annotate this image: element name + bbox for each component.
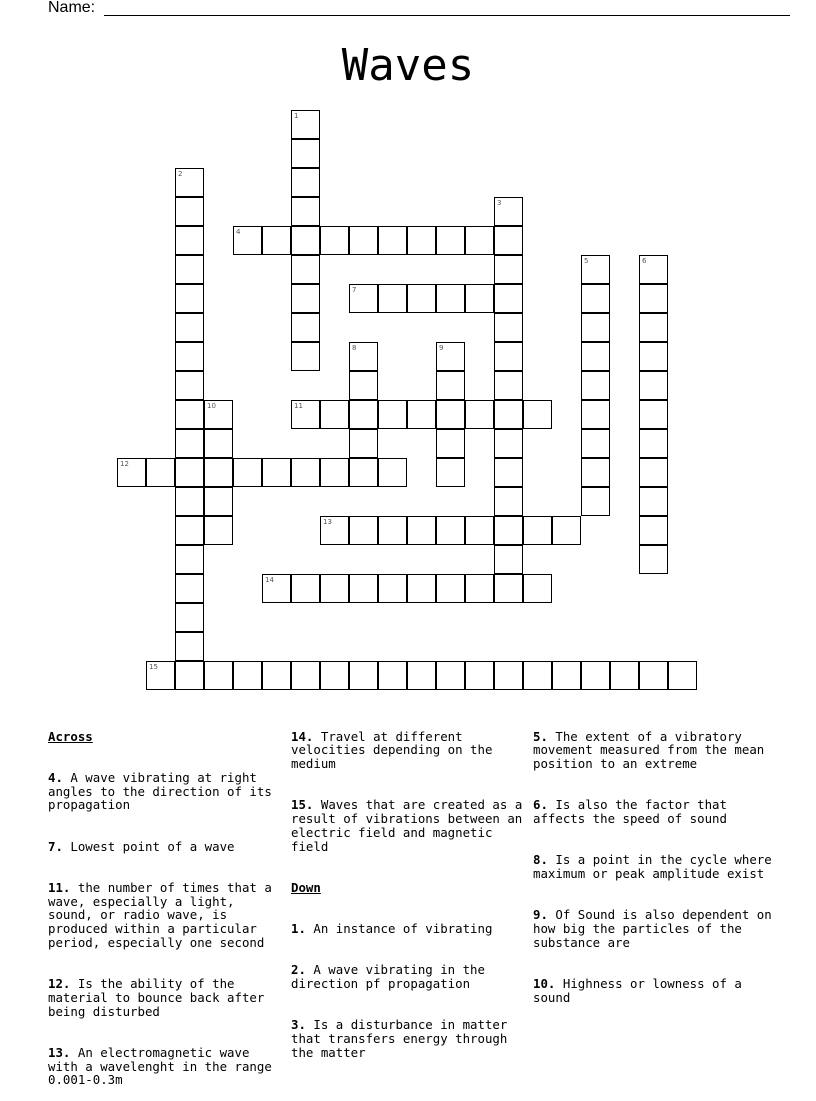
crossword-cell[interactable] bbox=[639, 371, 668, 400]
crossword-cell[interactable] bbox=[204, 487, 233, 516]
clue-across-14: 14. Travel at different velocities depending on the medium bbox=[291, 728, 500, 771]
clue-across-7: 7. Lowest point of a wave bbox=[48, 838, 235, 854]
clues-column-1 bbox=[48, 702, 283, 1101]
clue-down-10: 10. Highness or lowness of a sound bbox=[533, 976, 750, 1005]
clue-number: 11 bbox=[294, 402, 303, 410]
crossword-cell[interactable] bbox=[581, 487, 610, 516]
crossword-cell[interactable] bbox=[175, 284, 204, 313]
crossword-cell[interactable] bbox=[233, 226, 262, 255]
crossword-cell[interactable] bbox=[262, 458, 291, 487]
crossword-cell[interactable] bbox=[639, 255, 668, 284]
crossword-cell[interactable] bbox=[465, 574, 494, 603]
crossword-cell[interactable] bbox=[320, 516, 349, 545]
clue-down-3: 3. Is a disturbance in matter that transfers energy through the matter bbox=[291, 1017, 515, 1060]
crossword-cell[interactable] bbox=[581, 342, 610, 371]
crossword-cell[interactable] bbox=[436, 574, 465, 603]
crossword-cell[interactable] bbox=[552, 661, 581, 690]
crossword-cell[interactable] bbox=[465, 400, 494, 429]
crossword-cell[interactable] bbox=[291, 458, 320, 487]
crossword-cell[interactable] bbox=[175, 371, 204, 400]
crossword-cell[interactable] bbox=[436, 661, 465, 690]
crossword-cell[interactable] bbox=[465, 516, 494, 545]
crossword-cell[interactable] bbox=[436, 284, 465, 313]
crossword-cell[interactable] bbox=[581, 458, 610, 487]
crossword-cell[interactable] bbox=[291, 313, 320, 342]
crossword-cell[interactable] bbox=[639, 545, 668, 574]
crossword-cell[interactable] bbox=[175, 574, 204, 603]
crossword-cell[interactable] bbox=[407, 400, 436, 429]
clue-number: 4 bbox=[236, 228, 241, 236]
crossword-cell[interactable] bbox=[639, 661, 668, 690]
clue-down-6: 6. Is also the factor that affects the speed of sound bbox=[533, 797, 735, 826]
crossword-cell[interactable] bbox=[523, 516, 552, 545]
crossword-cell[interactable] bbox=[175, 342, 204, 371]
crossword-cell[interactable] bbox=[494, 255, 523, 284]
crossword-cell[interactable] bbox=[436, 458, 465, 487]
crossword-cell[interactable] bbox=[146, 661, 175, 690]
clue-number: 12 bbox=[120, 460, 129, 468]
clue-across-11: 11. the number of times that a wave, especially a light, sound, or radio wave, is produced within a particular period, especially one second bbox=[48, 879, 280, 950]
clue-down-5: 5. The extent of a vibratory movement measured from the mean position to an extreme bbox=[533, 728, 772, 771]
crossword-cell[interactable] bbox=[378, 458, 407, 487]
page-title: Waves bbox=[341, 40, 475, 91]
clue-down-8: 8. Is a point in the cycle where maximum or peak amplitude exist bbox=[533, 852, 780, 881]
clue-number: 2 bbox=[178, 170, 183, 178]
crossword-cell[interactable] bbox=[494, 429, 523, 458]
clue-down-2: 2. A wave vibrating in the direction pf propagation bbox=[291, 962, 493, 991]
clue-down-1: 1. An instance of vibrating bbox=[291, 921, 493, 936]
crossword-cell[interactable] bbox=[378, 661, 407, 690]
crossword-cell[interactable] bbox=[175, 458, 204, 487]
crossword-cell[interactable] bbox=[349, 516, 378, 545]
clue-number: 1 bbox=[294, 112, 299, 120]
clue-number: 10 bbox=[207, 402, 216, 410]
crossword-cell[interactable] bbox=[291, 139, 320, 168]
crossword-cell[interactable] bbox=[581, 371, 610, 400]
crossword-cell[interactable] bbox=[436, 516, 465, 545]
crossword-cell[interactable] bbox=[436, 342, 465, 371]
crossword-cell[interactable] bbox=[436, 429, 465, 458]
crossword-cell[interactable] bbox=[639, 429, 668, 458]
crossword-cell[interactable] bbox=[175, 197, 204, 226]
clue-number: 14 bbox=[265, 576, 274, 584]
clue-number: 9 bbox=[439, 344, 444, 352]
crossword-cell[interactable] bbox=[465, 661, 494, 690]
crossword-cell[interactable] bbox=[494, 226, 523, 255]
crossword-cell[interactable] bbox=[349, 226, 378, 255]
crossword-cell[interactable] bbox=[204, 400, 233, 429]
crossword-cell[interactable] bbox=[407, 226, 436, 255]
crossword-cell[interactable] bbox=[117, 458, 146, 487]
crossword-cell[interactable] bbox=[494, 284, 523, 313]
crossword-cell[interactable] bbox=[610, 661, 639, 690]
crossword-cell[interactable] bbox=[581, 255, 610, 284]
crossword-cell[interactable] bbox=[465, 226, 494, 255]
crossword-cell[interactable] bbox=[291, 400, 320, 429]
crossword-cell[interactable] bbox=[349, 429, 378, 458]
crossword-cell[interactable] bbox=[175, 545, 204, 574]
crossword-cell[interactable] bbox=[320, 226, 349, 255]
crossword-cell[interactable] bbox=[175, 429, 204, 458]
crossword-cell[interactable] bbox=[233, 458, 262, 487]
across-heading: Across bbox=[48, 728, 93, 744]
crossword-cell[interactable] bbox=[349, 574, 378, 603]
crossword-cell[interactable] bbox=[175, 487, 204, 516]
clue-across-4: 4. A wave vibrating at right angles to the direction of its propagation bbox=[48, 769, 280, 813]
crossword-cell[interactable] bbox=[581, 661, 610, 690]
crossword-cell[interactable] bbox=[465, 284, 494, 313]
crossword-cell[interactable] bbox=[291, 574, 320, 603]
crossword-cell[interactable] bbox=[262, 574, 291, 603]
crossword-cell[interactable] bbox=[175, 226, 204, 255]
crossword-cell[interactable] bbox=[494, 458, 523, 487]
crossword-cell[interactable] bbox=[436, 371, 465, 400]
crossword-cell[interactable] bbox=[349, 458, 378, 487]
clue-down-9: 9. Of Sound is also dependent on how big the particles of the substance are bbox=[533, 907, 780, 950]
crossword-cell[interactable] bbox=[204, 429, 233, 458]
clue-across-13: 13. An electromagnetic wave with a wavelenght in the range 0.001-0.3m bbox=[48, 1044, 280, 1088]
crossword-cell[interactable] bbox=[639, 400, 668, 429]
clue-number: 13 bbox=[323, 518, 332, 526]
crossword-cell[interactable] bbox=[494, 371, 523, 400]
crossword-cell[interactable] bbox=[349, 661, 378, 690]
crossword-cell[interactable] bbox=[494, 400, 523, 429]
clues-column-2 bbox=[291, 702, 530, 1073]
crossword-cell[interactable] bbox=[581, 284, 610, 313]
crossword-cell[interactable] bbox=[494, 574, 523, 603]
crossword-cell[interactable] bbox=[494, 487, 523, 516]
clue-across-12: 12. Is the ability of the material to bounce back after being disturbed bbox=[48, 976, 272, 1019]
crossword-cell[interactable] bbox=[233, 661, 262, 690]
crossword-cell[interactable] bbox=[262, 661, 291, 690]
crossword-cell[interactable] bbox=[639, 487, 668, 516]
crossword-cell[interactable] bbox=[407, 516, 436, 545]
crossword-cell[interactable] bbox=[349, 400, 378, 429]
crossword-cell[interactable] bbox=[175, 400, 204, 429]
crossword-cell[interactable] bbox=[523, 574, 552, 603]
crossword-cell[interactable] bbox=[291, 110, 320, 139]
clue-number: 7 bbox=[352, 286, 357, 294]
crossword-cell[interactable] bbox=[378, 284, 407, 313]
crossword-cell[interactable] bbox=[581, 429, 610, 458]
crossword-cell[interactable] bbox=[378, 516, 407, 545]
clue-number: 8 bbox=[352, 344, 357, 352]
crossword-cell[interactable] bbox=[175, 603, 204, 632]
crossword-cell[interactable] bbox=[581, 313, 610, 342]
down-heading: Down bbox=[291, 879, 321, 895]
crossword-cell[interactable] bbox=[175, 661, 204, 690]
crossword-cell[interactable] bbox=[436, 400, 465, 429]
clue-number: 6 bbox=[642, 257, 647, 265]
crossword-cell[interactable] bbox=[494, 516, 523, 545]
crossword-cell[interactable] bbox=[146, 458, 175, 487]
crossword-cell[interactable] bbox=[349, 284, 378, 313]
crossword-cell[interactable] bbox=[291, 342, 320, 371]
name-label: Name: bbox=[48, 0, 96, 16]
crossword-cell[interactable] bbox=[291, 168, 320, 197]
crossword-cell[interactable] bbox=[494, 197, 523, 226]
clue-number: 5 bbox=[584, 257, 589, 265]
crossword-cell[interactable] bbox=[204, 458, 233, 487]
crossword-cell[interactable] bbox=[494, 342, 523, 371]
crossword-cell[interactable] bbox=[320, 458, 349, 487]
crossword-cell[interactable] bbox=[291, 226, 320, 255]
crossword-cell[interactable] bbox=[407, 661, 436, 690]
clue-number: 15 bbox=[149, 663, 158, 671]
crossword-cell[interactable] bbox=[639, 313, 668, 342]
clue-number: 3 bbox=[497, 199, 502, 207]
crossword-cell[interactable] bbox=[291, 284, 320, 313]
crossword-cell[interactable] bbox=[552, 516, 581, 545]
crossword-cell[interactable] bbox=[378, 226, 407, 255]
crossword-cell[interactable] bbox=[291, 661, 320, 690]
crossword-cell[interactable] bbox=[407, 574, 436, 603]
crossword-cell[interactable] bbox=[378, 400, 407, 429]
crossword-cell[interactable] bbox=[349, 371, 378, 400]
crossword-cell[interactable] bbox=[436, 226, 465, 255]
crossword-cell[interactable] bbox=[407, 284, 436, 313]
crossword-cell[interactable] bbox=[204, 516, 233, 545]
crossword-cell[interactable] bbox=[581, 400, 610, 429]
crossword-cell[interactable] bbox=[320, 661, 349, 690]
crossword-cell[interactable] bbox=[494, 545, 523, 574]
clue-across-15: 15. Waves that are created as a result of vibrations between an electric field and magnetic field bbox=[291, 797, 530, 854]
crossword-cell[interactable] bbox=[523, 400, 552, 429]
crossword-cell[interactable] bbox=[378, 574, 407, 603]
clues-column-3 bbox=[533, 702, 780, 1018]
crossword-cell[interactable] bbox=[175, 313, 204, 342]
crossword-cell[interactable] bbox=[175, 255, 204, 284]
crossword-cell[interactable] bbox=[494, 661, 523, 690]
crossword-cell[interactable] bbox=[175, 516, 204, 545]
crossword-cell[interactable] bbox=[320, 400, 349, 429]
crossword-cell[interactable] bbox=[320, 574, 349, 603]
crossword-cell[interactable] bbox=[349, 342, 378, 371]
crossword-cell[interactable] bbox=[175, 168, 204, 197]
crossword-cell[interactable] bbox=[204, 661, 233, 690]
crossword-cell[interactable] bbox=[494, 313, 523, 342]
crossword-cell[interactable] bbox=[262, 226, 291, 255]
crossword-cell[interactable] bbox=[291, 255, 320, 284]
crossword-cell[interactable] bbox=[523, 661, 552, 690]
crossword-cell[interactable] bbox=[639, 516, 668, 545]
crossword-cell[interactable] bbox=[639, 458, 668, 487]
crossword-cell[interactable] bbox=[668, 661, 697, 690]
crossword-cell[interactable] bbox=[639, 284, 668, 313]
crossword-cell[interactable] bbox=[175, 632, 204, 661]
crossword-cell[interactable] bbox=[639, 342, 668, 371]
crossword-cell[interactable] bbox=[291, 197, 320, 226]
